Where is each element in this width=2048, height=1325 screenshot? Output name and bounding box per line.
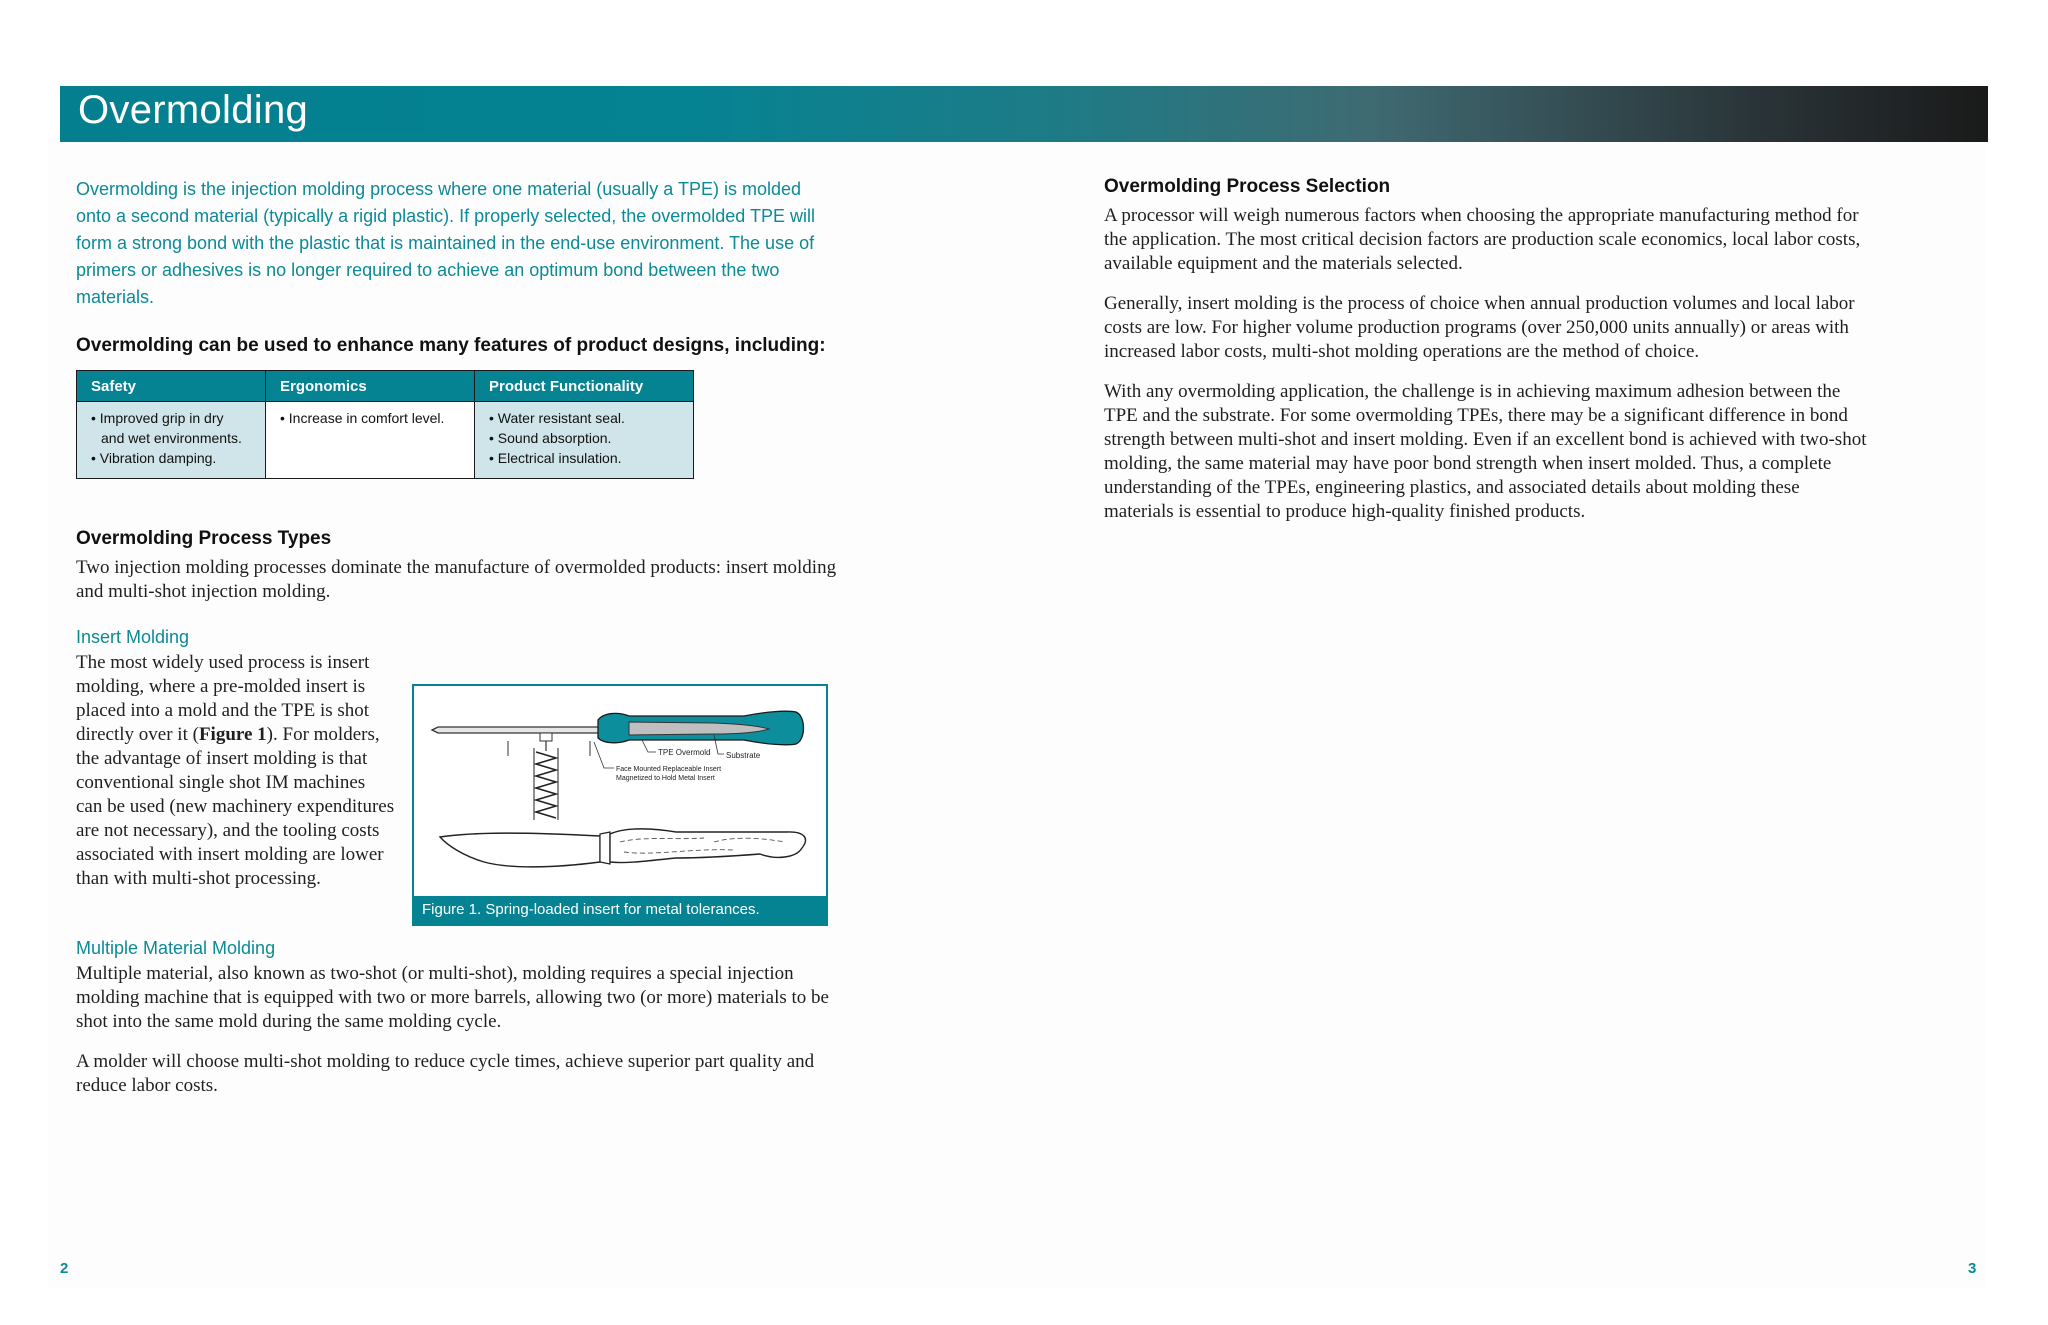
- knife-icon: [440, 829, 805, 867]
- multi-material-body: Multiple material, also known as two-shot (or multi-shot), molding requires a special injection molding machine that is equipped with two or more barrels, allowing two (or more) materials to be shot into the same mold during the same molding cycle.: [76, 963, 829, 1032]
- insert-body-text: The most widely used process is insert molding, where a pre-molded insert is placed into a mold and the TPE is shot directly over it (: [76, 652, 370, 745]
- figure-caption: Figure 1. Spring-loaded insert for metal tolerances.: [414, 896, 826, 924]
- header-ergonomics: Ergonomics: [266, 371, 475, 402]
- screwdriver-shaft: [432, 727, 614, 733]
- figure-reference: Figure 1: [198, 724, 267, 745]
- functionality-item: • Sound absorption.: [489, 430, 612, 446]
- insert-molding-heading: Insert Molding: [76, 627, 190, 647]
- process-selection-paragraph-3: With any overmolding application, the challenge is in achieving maximum adhesion between the TPE and the substrate. For some overmolding TPEs, there may be a significant difference in bond strength between multi-shot and insert molding. Even if an excellent bond is achieved with two-shot molding, the same material may have poor bond strength when insert molded. Thus, a complete understanding of the TPEs, engineering plastics, and associated details about molding these materials is essential to produce high-quality finished products.: [1104, 381, 1867, 522]
- cell-safety: [77, 402, 266, 479]
- section-banner: [60, 86, 1988, 142]
- section-title: Overmolding: [78, 88, 309, 132]
- header-product-functionality: Product Functionality: [475, 371, 694, 402]
- process-types-heading: Overmolding Process Types: [76, 528, 332, 549]
- figure-1: [412, 684, 828, 926]
- safety-item: and wet environments.: [101, 430, 242, 446]
- ergonomics-item: • Increase in comfort level.: [280, 410, 445, 426]
- cell-functionality: [475, 402, 694, 479]
- label-insert-line-2: Magnetized to Hold Metal Insert: [616, 775, 715, 782]
- features-heading: Overmolding can be used to enhance many features of product designs, including:: [76, 335, 826, 356]
- label-tpe-overmold: TPE Overmold: [658, 748, 711, 757]
- features-table: [76, 370, 694, 479]
- functionality-item: • Water resistant seal.: [489, 410, 625, 426]
- spring-icon: [534, 748, 558, 820]
- insert-molding-body: [76, 651, 396, 891]
- header-safety: Safety: [77, 371, 266, 402]
- insert-block: [540, 733, 552, 741]
- label-insert-line-1: Face Mounted Replaceable Insert: [616, 766, 722, 773]
- intro-paragraph: Overmolding is the injection molding process where one material (usually a TPE) is molded onto a second material (typically a rigid plastic). If properly selected, the overmolded TPE will form a strong bond with the plastic that is maintained in the end-use environment. The use of primers or adhesives is no longer required to achieve an optimum bond between the two materials.: [76, 179, 816, 307]
- multi-material-heading: Multiple Material Molding: [76, 938, 276, 958]
- features-body-row: [77, 402, 694, 479]
- functionality-item: • Electrical insulation.: [489, 450, 622, 466]
- process-types-body: Two injection molding processes dominate the manufacture of overmolded products: insert molding and multi-shot injection molding.: [76, 557, 837, 602]
- insert-body-text: ). For molders, the advantage of insert molding is that conventional single shot IM machines can be used (new machinery expenditures are not necessary), and the tooling costs associated with insert molding are lower than with multi-shot processing.: [76, 724, 395, 889]
- process-selection-paragraph-1: A processor will weigh numerous factors when choosing the appropriate manufacturing method for the application. The most critical decision factors are production scale economics, local labor costs, available equipment and the materials selected.: [1104, 205, 1861, 274]
- cell-ergonomics: [266, 402, 475, 479]
- screwdriver-knife-illustration: [414, 686, 826, 896]
- page-number-right: 3: [1968, 1260, 1977, 1277]
- page-number-left: 2: [60, 1260, 69, 1277]
- safety-item: • Vibration damping.: [91, 450, 217, 466]
- leader-line: [594, 742, 614, 768]
- label-substrate: Substrate: [726, 751, 761, 760]
- leader-line: [642, 740, 656, 752]
- features-header-row: [77, 371, 694, 402]
- safety-item: • Improved grip in dry: [91, 410, 224, 426]
- process-selection-paragraph-2: Generally, insert molding is the process of choice when annual production volumes and local labor costs are low. For higher volume production programs (over 250,000 units annually) or areas with increased labor costs, multi-shot molding operations are the method of choice.: [1104, 293, 1855, 362]
- multi-material-body-2: A molder will choose multi-shot molding to reduce cycle times, achieve superior part quality and reduce labor costs.: [76, 1051, 815, 1096]
- process-selection-heading: Overmolding Process Selection: [1104, 176, 1391, 197]
